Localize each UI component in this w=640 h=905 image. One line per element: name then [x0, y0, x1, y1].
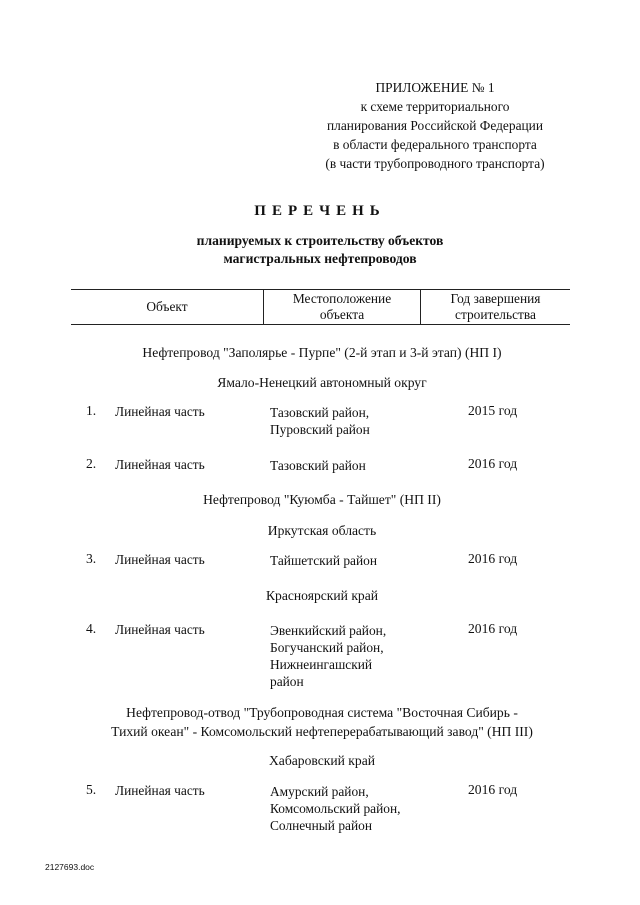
row-location [270, 783, 430, 834]
appendix-line: ПРИЛОЖЕНИЕ № 1 [375, 80, 495, 95]
location-line: Амурский район, [270, 784, 369, 799]
column-header-year [421, 291, 570, 323]
location-line: Тазовский район [270, 458, 366, 473]
row-number: 5. [86, 782, 97, 797]
column-header-object: Объект [146, 299, 188, 314]
row-object: Линейная часть [115, 783, 205, 798]
location-line: Эвенкийский район, [270, 623, 387, 638]
location-line: Тазовский район, [270, 405, 370, 420]
pipeline-title-line: Тихий океан" - Комсомольский нефтеперерабатывающий завод" (НП III) [111, 724, 533, 739]
location-line: Тайшетский район [270, 553, 378, 568]
appendix-line: планирования Российской Федерации [326, 118, 544, 133]
location-line: Богучанский район, [270, 640, 384, 655]
row-year: 2016 год [468, 621, 518, 636]
row-year: 2016 год [468, 782, 518, 797]
pipeline-title [62, 703, 582, 741]
pipeline-title: Нефтепровод "Заполярье - Пурпе" (2-й этап и 3-й этап) (НП I) [142, 345, 502, 360]
appendix-line: в области федерального транспорта [333, 137, 537, 152]
column-header-line: Местоположение [292, 291, 392, 306]
row-object: Линейная часть [115, 404, 205, 419]
column-header-line: объекта [319, 307, 365, 322]
subtitle-line: магистральных нефтепроводов [223, 251, 417, 266]
row-year: 2016 год [468, 551, 518, 566]
row-object: Линейная часть [115, 552, 205, 567]
row-year: 2016 год [468, 456, 518, 471]
region-heading: Красноярский край [265, 588, 379, 603]
row-location [270, 552, 430, 569]
row-location [270, 404, 430, 438]
row-object: Линейная часть [115, 457, 205, 472]
column-header-line: строительства [455, 307, 536, 322]
location-line: Пуровский район [270, 422, 370, 437]
location-line: Нижнеингашский [270, 657, 373, 672]
column-header-line: Год завершения [450, 291, 541, 306]
appendix-line: (в части трубопроводного транспорта) [325, 156, 545, 171]
table-top-border [71, 289, 570, 290]
location-line: Солнечный район [270, 818, 372, 833]
row-number: 1. [86, 403, 97, 418]
row-object: Линейная часть [115, 622, 205, 637]
region-heading: Хабаровский край [268, 753, 376, 768]
region-heading: Иркутская область [267, 523, 377, 538]
pipeline-title-line: Нефтепровод-отвод "Трубопроводная система "Восточная Сибирь - [126, 705, 518, 720]
pipeline-title: Нефтепровод "Куюмба - Тайшет" (НП II) [203, 492, 441, 507]
subtitle-line: планируемых к строительству объектов [196, 233, 444, 248]
document-subtitle [0, 232, 640, 268]
row-number: 2. [86, 456, 97, 471]
region-heading: Ямало-Ненецкий автономный округ [217, 375, 427, 390]
document-filename: 2127693.doc [45, 862, 95, 872]
row-year: 2015 год [468, 403, 518, 418]
appendix-heading [300, 78, 570, 173]
table-header-bottom-border [71, 324, 570, 325]
row-location [270, 457, 430, 474]
row-number: 4. [86, 621, 97, 636]
document-title: ПЕРЕЧЕНЬ [254, 203, 386, 219]
row-location [270, 622, 430, 690]
location-line: район [270, 674, 304, 689]
appendix-line: к схеме территориального [360, 99, 510, 114]
row-number: 3. [86, 551, 97, 566]
column-header-location [264, 291, 420, 323]
location-line: Комсомольский район, [270, 801, 401, 816]
